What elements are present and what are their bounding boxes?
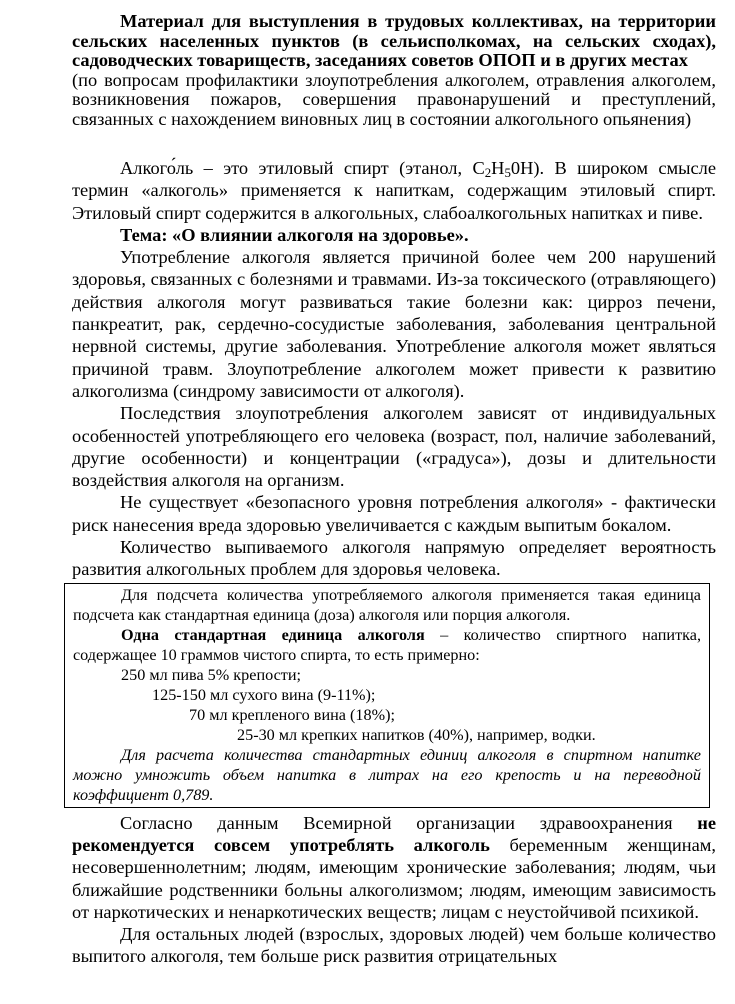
document-subtitle: (по вопросам профилактики злоупотребления алкоголем, отравления алкоголем, возникновения пожаров, совершения правонарушений и преступлений, связанных с нахождением виновных лиц в состоянии алкогольного опьянения) bbox=[72, 69, 716, 129]
document-page bbox=[72, 12, 716, 968]
document-title: Материал для выступления в трудовых коллективах, на территории сельских населенных пунктов (в сельисполкомах, на сельских сходах), садоводческих товариществ, заседаниях советов ОПОП и в других местах bbox=[72, 11, 716, 70]
box-definition bbox=[73, 625, 701, 665]
paragraph-consequences: Последствия злоупотребления алкоголем зависят от индивидуальных особенностей употребляющего его человека (возраст, пол, наличие заболеваний, другие особенности) и концентрации («градуса»), дозы и длительности воздействия алкоголя на организм. bbox=[72, 403, 716, 491]
paragraph-other-people: Для остальных людей (взрослых, здоровых людей) чем больше количество выпитого алкоголя, тем больше риск развития отрицательных bbox=[72, 924, 716, 967]
unit-item-dry-wine: 125-150 мл сухого вина (9-11%); bbox=[152, 685, 376, 704]
box-intro: Для подсчета количества употребляемого алкоголя применяется такая единица подсчета как стандартная единица (доза) алкоголя или порция алкоголя. bbox=[73, 585, 701, 624]
paragraph-health-disorders: Употребление алкоголя является причиной более чем 200 нарушений здоровья, связанных с болезнями и травмами. Из-за токсического (отравляющего) действия алкоголя могут развиваться такие болезни как: цирроз печени, панкреатит, рак, сердечно-сосудистые заболевания, заболевания центральной нервной системы, другие заболевания. Употребление алкоголя может являться причиной травм. Злоупотребление алкоголем может привести к развитию алкоголизма (синдрому зависимости от алкоголя). bbox=[72, 247, 716, 401]
intro-paragraph bbox=[72, 157, 716, 224]
subscript-2: 2 bbox=[484, 166, 492, 180]
who-text-start: Согласно данным Всемирной организации здравоохранения bbox=[120, 812, 698, 833]
paragraph-who-recommendation bbox=[72, 812, 716, 923]
who-text-bold: не рекомендуется совсем употреблять алкоголь bbox=[72, 812, 716, 855]
box-calculation-note: Для расчета количества стандартных единиц алкоголя в спиртном напитке можно умножить объем напитка в литрах на его крепость и на переводной коэффициент 0,789. bbox=[73, 745, 701, 804]
unit-item-fortified-wine: 70 мл крепленого вина (18%); bbox=[189, 705, 395, 724]
paragraph-no-safe-level: Не существует «безопасного уровня потребления алкоголя» - фактически риск нанесения вреда здоровью увеличивается с каждым выпитым бокалом. bbox=[72, 492, 716, 535]
unit-item-strong-drinks: 25-30 мл крепких напитков (40%), например, водки. bbox=[237, 725, 596, 744]
definition-text: – количество спиртного напитка, содержащее 10 граммов чистого спирта, то есть примерно: bbox=[73, 625, 701, 664]
spacer bbox=[72, 129, 716, 157]
intro-text-2: H bbox=[491, 158, 505, 178]
topic-heading: Тема: «О влиянии алкоголя на здоровье». bbox=[120, 224, 469, 245]
definition-term: Одна стандартная единица алкоголя bbox=[121, 625, 425, 644]
paragraph-amount: Количество выпиваемого алкоголя напрямую определяет вероятность развития алкогольных проблем для здоровья человека. bbox=[72, 537, 716, 580]
intro-text-3: 0H). В широком смысле термин «алкоголь» применяется к напиткам, содержащим этиловый спирт. Этиловый спирт содержится в алкогольных, слабоалкогольных напитках и пиве. bbox=[72, 158, 716, 223]
standard-unit-box bbox=[64, 583, 710, 808]
unit-item-beer: 250 мл пива 5% крепости; bbox=[121, 665, 302, 684]
subscript-5: 5 bbox=[504, 166, 511, 180]
who-text-rest: беременным женщинам, несовершеннолетним; людям, имеющим хронические заболевания; людям, чьи ближайшие родственники больны алкоголизмом; людям, имеющим зависимость от наркотических и ненаркотических веществ; лицам с неустойчивой психикой. bbox=[72, 834, 716, 922]
intro-text-1: Алкого́ль – это этиловый спирт (этанол, C bbox=[120, 158, 485, 178]
